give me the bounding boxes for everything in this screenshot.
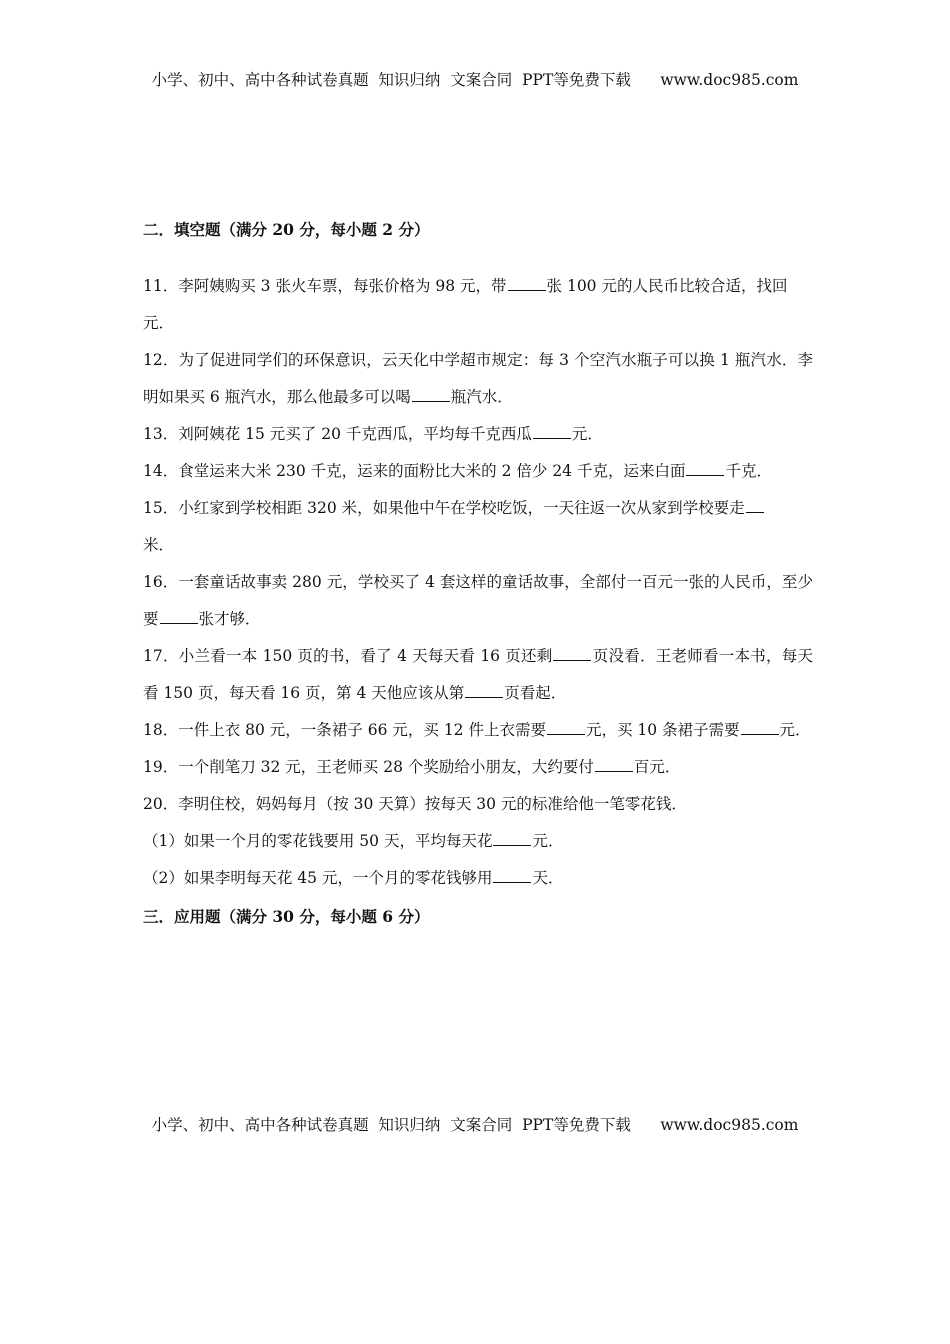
question-text: 瓶汽水． [450, 388, 513, 406]
question-number: 13． [143, 425, 179, 443]
section-title-application: 三．应用题（满分 30 分，每小题 6 分） [143, 907, 430, 926]
question-text: 天． [532, 869, 564, 887]
answer-blank[interactable] [595, 757, 633, 772]
question-number: 19． [143, 758, 179, 776]
question-text: 张 100 元的人民币比较合适，找回 [546, 277, 788, 295]
question-text: 小兰看一本 150 页的书，看了 4 天每天看 16 页还剩 [178, 647, 553, 665]
answer-blank[interactable] [465, 683, 503, 698]
question-text: 百元． [633, 758, 681, 776]
section-title-fill-blank: 二．填空题（满分 20 分，每小题 2 分） [143, 220, 430, 239]
question-number: 12． [143, 351, 179, 369]
question-17 [143, 638, 813, 712]
answer-blank[interactable] [741, 720, 779, 735]
question-text: 一套童话故事卖 280 元，学校买了 4 套这样的童话故事，全部付一百元一张的人民币，至少要 [143, 573, 813, 628]
header-url: www.doc985.com [660, 71, 799, 89]
page-header [0, 68, 950, 90]
question-12 [143, 342, 813, 416]
question-number: 15． [143, 499, 179, 517]
answer-blank[interactable] [553, 646, 591, 661]
question-number: 17． [143, 647, 179, 665]
footer-text: 小学、初中、高中各种试卷真题 知识归纳 文案合同 PPT等免费下载 [151, 1116, 631, 1134]
question-text: 如果李明每天花 45 元，一个月的零花钱够用 [183, 869, 493, 887]
question-text: 元，买 10 条裙子需要 [585, 721, 740, 739]
question-18 [143, 712, 813, 749]
question-14 [143, 453, 813, 490]
footer-url: www.doc985.com [660, 1116, 799, 1134]
answer-blank[interactable] [412, 387, 450, 402]
question-text: 米． [143, 536, 175, 554]
question-text: 李阿姨购买 3 张火车票，每张价格为 98 元，带 [178, 277, 507, 295]
question-text: 刘阿姨花 15 元买了 20 千克西瓜，平均每千克西瓜 [178, 425, 532, 443]
question-number: 16． [143, 573, 179, 591]
question-number: 18． [143, 721, 179, 739]
question-text: 元． [532, 832, 564, 850]
question-11 [143, 268, 813, 342]
answer-blank[interactable] [533, 424, 571, 439]
sub-question-number: （2） [143, 869, 184, 887]
header-text: 小学、初中、高中各种试卷真题 知识归纳 文案合同 PPT等免费下载 [151, 71, 631, 89]
answer-blank[interactable] [508, 276, 546, 291]
question-15 [143, 490, 813, 564]
question-text: 为了促进同学们的环保意识，云天化中学超市规定：每 3 个空汽水瓶子可以换 1 瓶汽水．李明如果买 6 瓶汽水，那么他最多可以喝 [143, 351, 813, 406]
page-footer [0, 1113, 950, 1135]
answer-blank[interactable] [746, 498, 764, 513]
question-13 [143, 416, 813, 453]
question-text: 一个削笔刀 32 元，王老师买 28 个奖励给小朋友，大约要付 [178, 758, 594, 776]
question-text: 千克． [725, 462, 772, 480]
answer-blank[interactable] [160, 609, 198, 624]
question-20 [143, 786, 813, 823]
question-number: 20． [143, 795, 179, 813]
document-content [143, 218, 813, 929]
question-text: 元． [143, 314, 175, 332]
question-text: 如果一个月的零花钱要用 50 天，平均每天花 [183, 832, 493, 850]
question-text: 页看起． [504, 684, 567, 702]
sub-question-2 [143, 860, 813, 897]
question-text: 小红家到学校相距 320 米，如果他中午在学校吃饭，一天往返一次从家到学校要走 [178, 499, 745, 517]
question-text: 一件上衣 80 元，一条裙子 66 元，买 12 件上衣需要 [178, 721, 546, 739]
question-text: 元． [571, 425, 603, 443]
question-number: 14． [143, 462, 179, 480]
question-text: 页没看．王老师看一本书，每天看 150 页，每天看 16 页，第 4 天他应该从第 [143, 647, 813, 702]
question-text: 元． [779, 721, 811, 739]
answer-blank[interactable] [493, 868, 531, 883]
answer-blank[interactable] [686, 461, 724, 476]
question-number: 11． [143, 277, 179, 295]
question-text: 张才够． [198, 610, 261, 628]
answer-blank[interactable] [547, 720, 585, 735]
sub-question-1 [143, 823, 813, 860]
question-19 [143, 749, 813, 786]
sub-question-number: （1） [143, 832, 184, 850]
question-16 [143, 564, 813, 638]
question-text: 食堂运来大米 230 千克，运来的面粉比大米的 2 倍少 24 千克，运来白面 [178, 462, 686, 480]
answer-blank[interactable] [493, 831, 531, 846]
question-text: 李明住校，妈妈每月（按 30 天算）按每天 30 元的标准给他一笔零花钱． [178, 795, 687, 813]
